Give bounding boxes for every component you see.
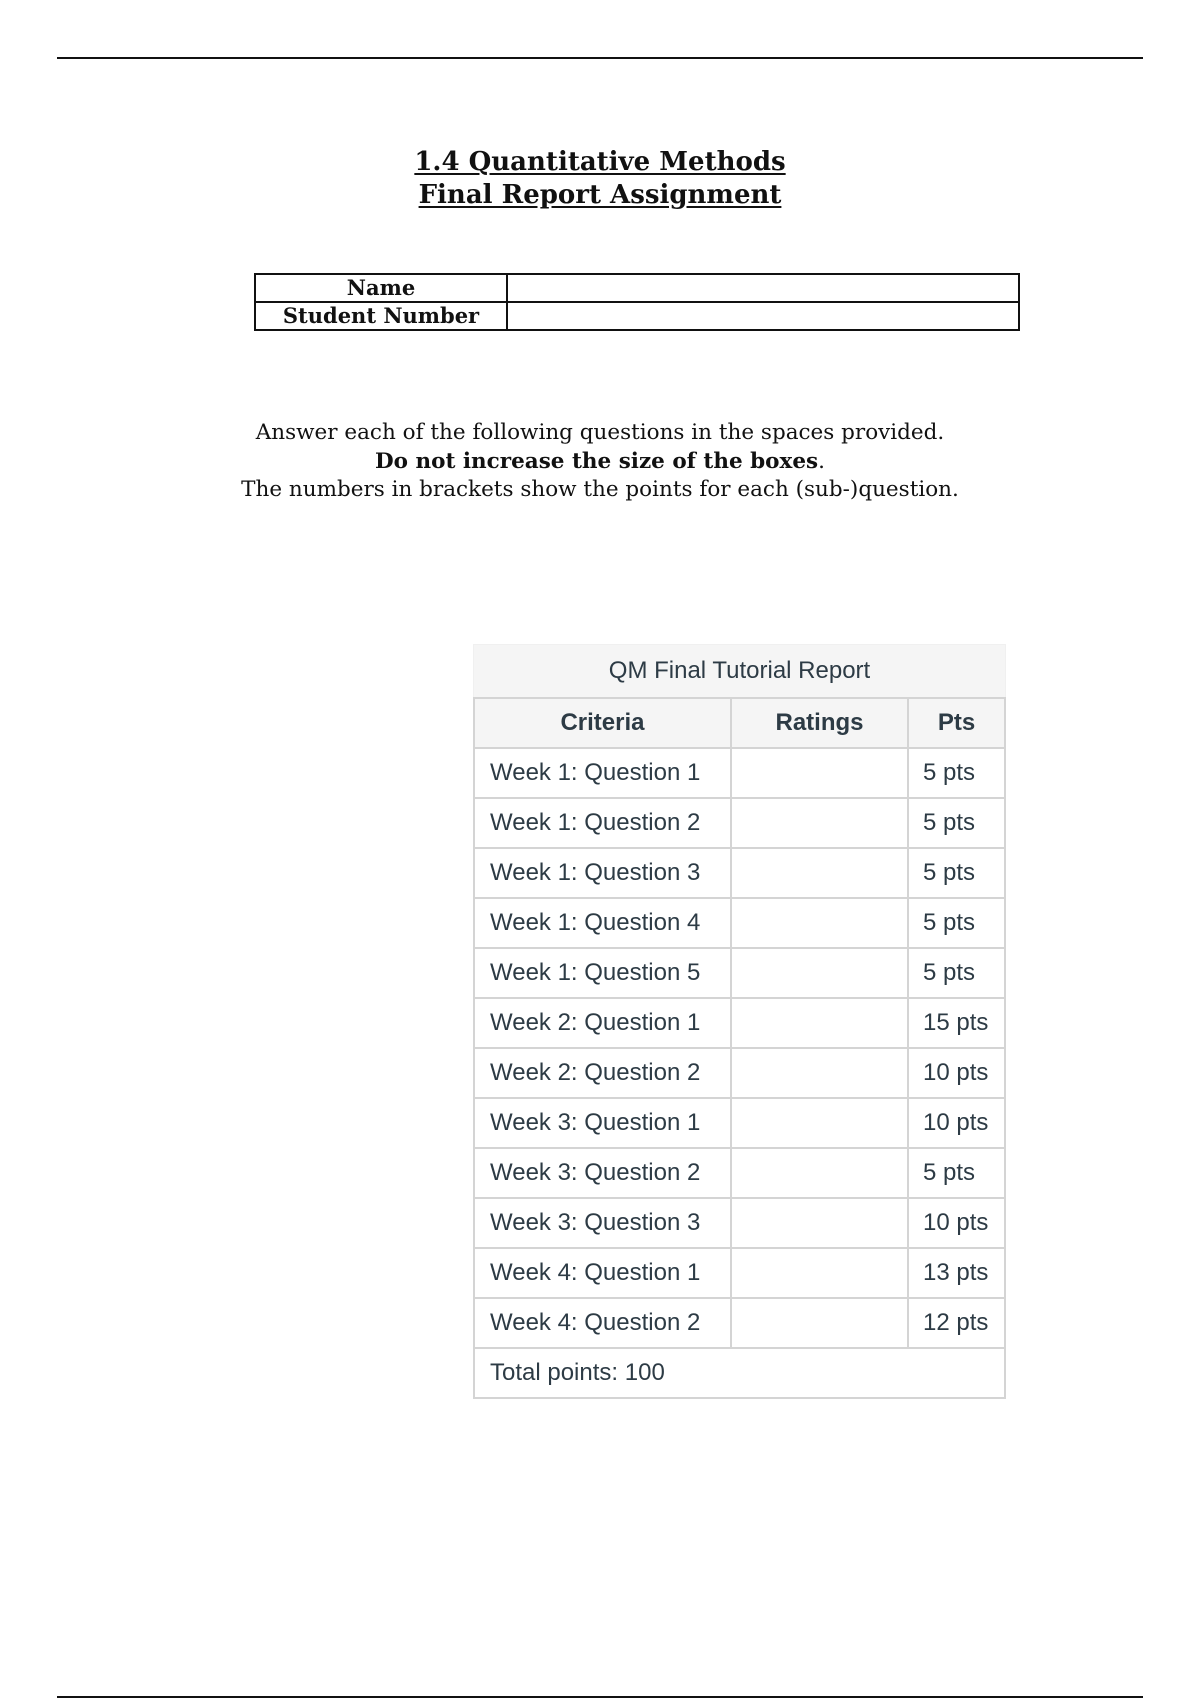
page-title xyxy=(0,146,1200,212)
criteria-cell: Week 4: Question 1 xyxy=(474,1248,731,1298)
points-cell: 15 pts xyxy=(908,998,1005,1048)
total-points: Total points: 100 xyxy=(474,1348,1005,1398)
points-cell: 10 pts xyxy=(908,1098,1005,1148)
name-field[interactable] xyxy=(507,274,1019,302)
rating-cell xyxy=(731,948,908,998)
rubric-row xyxy=(474,1148,1005,1198)
rating-cell xyxy=(731,898,908,948)
rubric-row xyxy=(474,798,1005,848)
rating-cell xyxy=(731,1148,908,1198)
rubric-row xyxy=(474,998,1005,1048)
rubric-row xyxy=(474,1098,1005,1148)
student-number-field[interactable] xyxy=(507,302,1019,330)
instruction-line-2 xyxy=(0,448,1200,477)
rubric-row xyxy=(474,1248,1005,1298)
rubric xyxy=(473,644,1006,1399)
criteria-cell: Week 1: Question 5 xyxy=(474,948,731,998)
rating-cell xyxy=(731,1198,908,1248)
student-number-label: Student Number xyxy=(255,302,507,330)
student-info-table xyxy=(254,273,1020,331)
rubric-row xyxy=(474,948,1005,998)
rating-cell xyxy=(731,1298,908,1348)
points-cell: 5 pts xyxy=(908,1148,1005,1198)
points-cell: 13 pts xyxy=(908,1248,1005,1298)
rubric-row xyxy=(474,1298,1005,1348)
total-row xyxy=(474,1348,1005,1398)
criteria-cell: Week 4: Question 2 xyxy=(474,1298,731,1348)
rating-cell xyxy=(731,1048,908,1098)
criteria-cell: Week 3: Question 2 xyxy=(474,1148,731,1198)
rating-cell xyxy=(731,798,908,848)
points-cell: 5 pts xyxy=(908,848,1005,898)
instruction-line-1: Answer each of the following questions in the spaces provided. xyxy=(255,420,945,445)
criteria-header: Criteria xyxy=(474,698,731,748)
rubric-row xyxy=(474,898,1005,948)
rubric-header-row xyxy=(474,698,1005,748)
rubric-table xyxy=(473,697,1006,1399)
instruction-period: . xyxy=(818,448,825,474)
title-line-1: 1.4 Quantitative Methods xyxy=(414,147,786,177)
bottom-rule xyxy=(57,1696,1143,1698)
points-cell: 12 pts xyxy=(908,1298,1005,1348)
instruction-line-3: The numbers in brackets show the points for each (sub-)question. xyxy=(241,477,959,502)
criteria-cell: Week 1: Question 4 xyxy=(474,898,731,948)
criteria-cell: Week 1: Question 2 xyxy=(474,798,731,848)
criteria-cell: Week 3: Question 3 xyxy=(474,1198,731,1248)
criteria-cell: Week 1: Question 3 xyxy=(474,848,731,898)
rating-cell xyxy=(731,848,908,898)
student-number-row xyxy=(255,302,1019,330)
points-cell: 10 pts xyxy=(908,1048,1005,1098)
rubric-row xyxy=(474,1198,1005,1248)
points-cell: 5 pts xyxy=(908,798,1005,848)
criteria-cell: Week 2: Question 2 xyxy=(474,1048,731,1098)
rating-cell xyxy=(731,748,908,798)
points-cell: 5 pts xyxy=(908,948,1005,998)
rating-cell xyxy=(731,1098,908,1148)
rubric-row xyxy=(474,1048,1005,1098)
title-line-2: Final Report Assignment xyxy=(418,180,782,210)
rating-cell xyxy=(731,1248,908,1298)
points-cell: 5 pts xyxy=(908,898,1005,948)
rating-cell xyxy=(731,998,908,1048)
points-cell: 5 pts xyxy=(908,748,1005,798)
rubric-caption: QM Final Tutorial Report xyxy=(473,644,1006,697)
criteria-cell: Week 2: Question 1 xyxy=(474,998,731,1048)
rubric-body xyxy=(474,748,1005,1348)
points-cell: 10 pts xyxy=(908,1198,1005,1248)
top-rule xyxy=(57,57,1143,59)
name-row xyxy=(255,274,1019,302)
rubric-row xyxy=(474,848,1005,898)
pts-header: Pts xyxy=(908,698,1005,748)
instruction-bold: Do not increase the size of the boxes xyxy=(375,448,819,474)
criteria-cell: Week 1: Question 1 xyxy=(474,748,731,798)
ratings-header: Ratings xyxy=(731,698,908,748)
rubric-row xyxy=(474,748,1005,798)
name-label: Name xyxy=(255,274,507,302)
instructions xyxy=(0,419,1200,505)
criteria-cell: Week 3: Question 1 xyxy=(474,1098,731,1148)
